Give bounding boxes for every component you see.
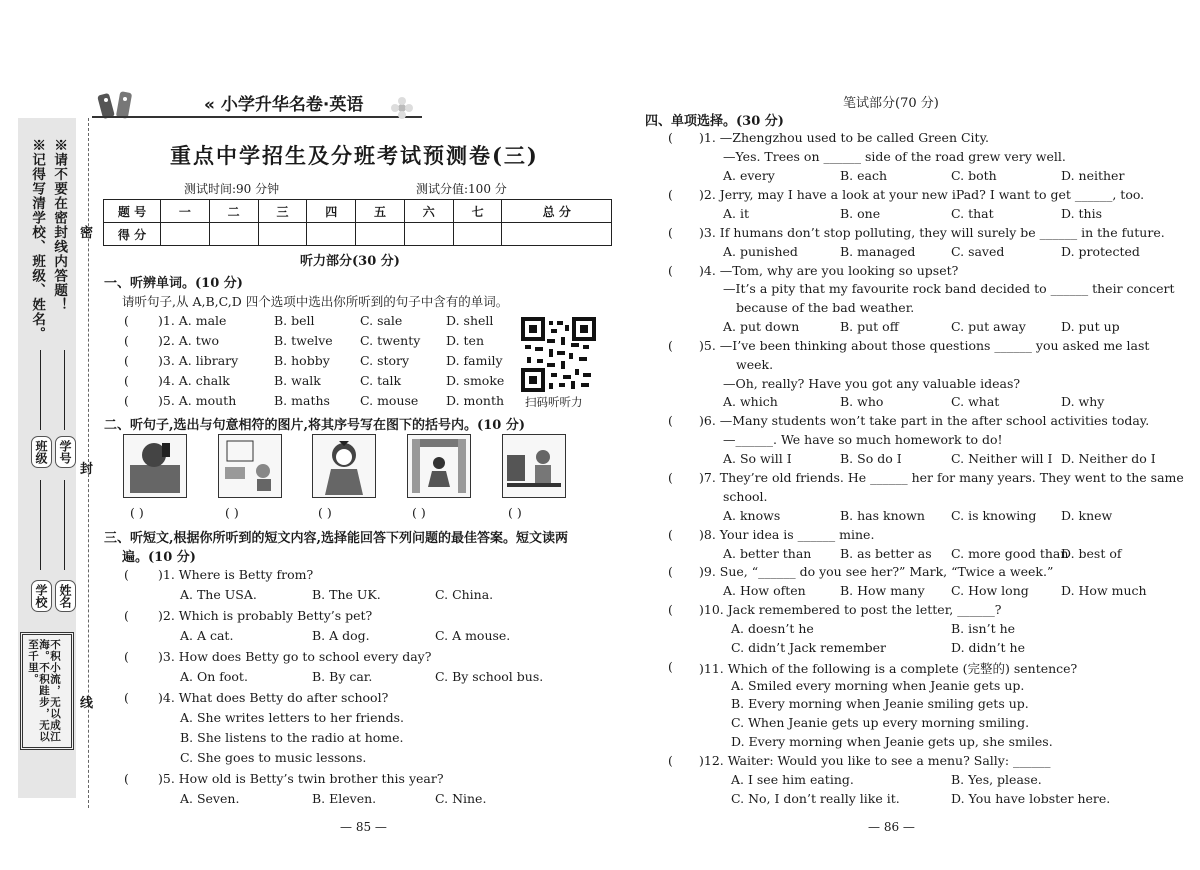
answer-bracket[interactable]: ( <box>668 225 673 240</box>
option-text: B. each <box>840 168 888 183</box>
answer-bracket[interactable]: ( <box>124 567 129 582</box>
page-number-right: — 86 — <box>868 820 915 834</box>
score-table-cell: 一 <box>161 200 210 223</box>
option-text: C. story <box>360 353 410 368</box>
series-title: « 小学升华名卷·英语 <box>200 90 367 115</box>
stage-icon <box>408 435 470 497</box>
answer-bracket[interactable]: ( <box>668 564 673 579</box>
question-text: —Oh, really? Have you got any valuable ideas? <box>723 376 1021 391</box>
listening-section-title: 听力部分(30 分) <box>300 254 400 269</box>
option-text: D. family <box>446 353 503 368</box>
computer-icon <box>503 435 565 497</box>
section-4-title: 四、单项选择。(30 分) <box>645 114 784 129</box>
field-line-4 <box>64 480 65 570</box>
answer-bracket[interactable]: ( <box>668 527 673 542</box>
answer-bracket[interactable]: ( <box>668 187 673 202</box>
question-text: )9. Sue, “______ do you see her?” Mark, “Twice a week.” <box>699 564 1054 579</box>
option-text: B. Every morning when Jeanie smiling gets up. <box>731 696 1029 711</box>
score-table-cell: 三 <box>258 200 307 223</box>
section-3-title: 三、听短文,根据你所听到的短文内容,选择能回答下列问题的最佳答案。短文读两 <box>104 531 569 546</box>
answer-bracket[interactable]: ( <box>668 470 673 485</box>
answer-bracket[interactable]: ( <box>668 338 673 353</box>
sidebar-note-2: ※记得写清学校、班级、姓名。 <box>29 138 46 341</box>
computer-picture <box>502 434 566 498</box>
option-text: A. She writes letters to her friends. <box>180 710 404 725</box>
flower-icon <box>388 96 416 120</box>
option-text: A. it <box>723 206 749 221</box>
question-text: )5. A. mouth <box>158 393 237 408</box>
score-input-cell[interactable] <box>404 223 453 246</box>
score-input-cell[interactable] <box>307 223 356 246</box>
answer-bracket[interactable]: ( <box>124 373 129 388</box>
crying-girl-icon <box>313 435 375 497</box>
option-text: A. The USA. <box>180 587 257 602</box>
answer-bracket[interactable]: ( <box>668 753 673 768</box>
question-text: —Yes. Trees on ______ side of the road grew very well. <box>723 149 1066 164</box>
option-text: D. Every morning when Jeanie gets up, she smiles. <box>731 734 1053 749</box>
question-text: )2. Jerry, may I have a look at your new iPad? I want to get ______, too. <box>699 187 1145 202</box>
option-text: D. didn’t he <box>951 640 1025 655</box>
sidebar-note-1: ※请不要在密封线内答题！ <box>51 138 68 312</box>
option-text: A. which <box>723 394 778 409</box>
score-table-cell: 二 <box>209 200 258 223</box>
field-line-2 <box>64 350 65 430</box>
question-text: )4. —Tom, why are you looking so upset? <box>699 263 959 278</box>
question-text: )5. —I’ve been thinking about those questions ______ you asked me last <box>699 338 1150 353</box>
option-text: A. Seven. <box>180 791 240 806</box>
tv-room-picture <box>218 434 282 498</box>
answer-bracket[interactable]: ( <box>124 393 129 408</box>
option-text: D. month <box>446 393 505 408</box>
question-text: )1. A. male <box>158 313 227 328</box>
answer-bracket[interactable]: ( <box>668 602 673 617</box>
answer-bracket[interactable]: ( <box>668 130 673 145</box>
name-field-label: 姓名 <box>55 580 76 612</box>
question-text: )8. Your idea is ______ mine. <box>699 527 875 542</box>
option-text: B. hobby <box>274 353 330 368</box>
option-text: A. punished <box>723 244 798 259</box>
option-text: B. maths <box>274 393 330 408</box>
option-text: B. managed <box>840 244 916 259</box>
option-text: A. better than <box>723 546 812 561</box>
option-text: D. You have lobster here. <box>951 791 1111 806</box>
option-text: C. She goes to music lessons. <box>180 750 367 765</box>
option-text: B. bell <box>274 313 315 328</box>
option-text: C. more good than <box>951 546 1069 561</box>
section-1-title: 一、听辨单词。(10 分) <box>104 276 243 291</box>
option-text: D. neither <box>1061 168 1125 183</box>
class-field-label: 班级 <box>31 436 52 468</box>
question-text: school. <box>723 489 768 504</box>
option-text: A. How often <box>723 583 806 598</box>
field-line-3 <box>40 480 41 570</box>
option-text: A. Smiled every morning when Jeanie gets up. <box>731 678 1025 693</box>
question-text: )12. Waiter: Would you like to see a menu? Sally: ______ <box>699 753 1051 768</box>
answer-bracket[interactable]: ( ) <box>508 505 522 520</box>
seal-char-feng: 封 <box>80 462 94 477</box>
option-text: A. every <box>723 168 775 183</box>
answer-bracket[interactable]: ( <box>124 313 129 328</box>
phone-call-picture <box>123 434 187 498</box>
option-text: D. ten <box>446 333 484 348</box>
tv-room-icon <box>219 435 281 497</box>
banner-rule <box>92 116 422 118</box>
score-table-cell: 七 <box>453 200 502 223</box>
question-text: )3. A. library <box>158 353 239 368</box>
option-text: B. has known <box>840 508 925 523</box>
answer-bracket[interactable]: ( <box>124 690 129 705</box>
option-text: C. twenty <box>360 333 421 348</box>
option-text: C. When Jeanie gets up every morning smiling. <box>731 715 1030 730</box>
student-id-field-label: 学号 <box>55 436 76 468</box>
option-text: B. Yes, please. <box>951 772 1042 787</box>
question-text: )1. —Zhengzhou used to be called Green City. <box>699 130 989 145</box>
option-text: C. China. <box>435 587 494 602</box>
option-text: C. talk <box>360 373 402 388</box>
option-text: D. knew <box>1061 508 1113 523</box>
answer-bracket[interactable]: ( <box>668 659 673 674</box>
answer-bracket[interactable]: ( <box>124 771 129 786</box>
answer-bracket[interactable]: ( <box>668 413 673 428</box>
option-text: D. why <box>1061 394 1105 409</box>
exam-total-score: 测试分值:100 分 <box>416 182 507 196</box>
option-text: D. put up <box>1061 319 1120 334</box>
option-text: C. what <box>951 394 1000 409</box>
question-text: )2. Which is probably Betty’s pet? <box>158 608 373 623</box>
question-text: )4. A. chalk <box>158 373 230 388</box>
score-table-cell: 题 号 <box>104 200 161 223</box>
option-text: B. isn’t he <box>951 621 1016 636</box>
question-text: )7. They’re old friends. He ______ her for many years. They went to the same <box>699 470 1184 485</box>
pencil-mascot-icon <box>92 88 152 126</box>
option-text: B. A dog. <box>312 628 370 643</box>
question-text: —______. We have so much homework to do! <box>723 432 1003 447</box>
answer-bracket[interactable]: ( <box>124 608 129 623</box>
score-input-cell[interactable] <box>161 223 210 246</box>
seal-char-xian: 线 <box>80 696 94 711</box>
answer-bracket[interactable]: ( <box>124 353 129 368</box>
answer-bracket[interactable]: ( <box>124 333 129 348</box>
option-text: B. By car. <box>312 669 373 684</box>
option-text: B. Eleven. <box>312 791 377 806</box>
option-text: D. this <box>1061 206 1103 221</box>
option-text: C. By school bus. <box>435 669 544 684</box>
question-text: because of the bad weather. <box>736 300 915 315</box>
option-text: C. saved <box>951 244 1005 259</box>
field-line-1 <box>40 350 41 430</box>
score-table-cell: 五 <box>356 200 405 223</box>
question-text: )3. How does Betty go to school every day? <box>158 649 432 664</box>
question-text: )11. Which of the following is a complete (完整的) sentence? <box>699 661 1078 676</box>
option-text: B. twelve <box>274 333 333 348</box>
option-text: D. best of <box>1061 546 1122 561</box>
seal-char-mi: 密 <box>80 226 94 241</box>
section-2-title: 二、听句子,选出与句意相符的图片,将其序号写在图下的括号内。(10 分) <box>104 418 525 433</box>
written-section-title: 笔试部分(70 分) <box>843 96 939 111</box>
option-text: B. walk <box>274 373 321 388</box>
option-text: A. doesn’t he <box>731 621 814 636</box>
answer-bracket[interactable]: ( <box>124 649 129 664</box>
section-1-instruction: 请听句子,从 A,B,C,D 四个选项中选出你所听到的句子中含有的单词。 <box>122 294 509 309</box>
school-field-label: 学校 <box>31 580 52 612</box>
option-text: D. How much <box>1061 583 1147 598</box>
score-input-cell[interactable] <box>209 223 258 246</box>
option-text: A. put down <box>723 319 800 334</box>
qr-code-icon <box>521 317 596 392</box>
option-text: D. Neither do I <box>1061 451 1156 466</box>
option-text: C. A mouse. <box>435 628 511 643</box>
option-text: A. On foot. <box>180 669 248 684</box>
option-text: C. that <box>951 206 994 221</box>
option-text: C. No, I don’t really like it. <box>731 791 900 806</box>
option-text: A. So will I <box>723 451 792 466</box>
question-text: )1. Where is Betty from? <box>158 567 314 582</box>
option-text: B. The UK. <box>312 587 381 602</box>
question-text: —It’s a pity that my favourite rock band decided to ______ their concert <box>723 281 1175 296</box>
motto-box <box>20 632 74 750</box>
option-text: B. So do I <box>840 451 902 466</box>
option-text: C. Neither will I <box>951 451 1053 466</box>
score-input-cell[interactable] <box>258 223 307 246</box>
answer-bracket[interactable]: ( ) <box>225 505 239 520</box>
answer-bracket[interactable]: ( <box>668 263 673 278</box>
score-table-header-row <box>104 200 612 223</box>
score-input-cell[interactable] <box>356 223 405 246</box>
option-text: B. put off <box>840 319 899 334</box>
crying-girl-picture <box>312 434 376 498</box>
qr-code[interactable] <box>521 317 596 392</box>
page-number-left: — 85 — <box>340 820 387 834</box>
answer-bracket[interactable]: ( ) <box>318 505 332 520</box>
section-3-title-cont: 遍。(10 分) <box>122 550 196 565</box>
question-text: )5. How old is Betty’s twin brother this year? <box>158 771 444 786</box>
option-text: D. smoke <box>446 373 505 388</box>
option-text: A. A cat. <box>180 628 234 643</box>
option-text: C. How long <box>951 583 1029 598</box>
motto-text: 不积小流，无以成江海。不积跬步，无以至千里。 <box>27 639 62 743</box>
score-table-cell: 得 分 <box>104 223 161 246</box>
question-text: )2. A. two <box>158 333 219 348</box>
option-text: C. sale <box>360 313 403 328</box>
option-text: C. put away <box>951 319 1026 334</box>
option-text: A. knows <box>723 508 781 523</box>
option-text: C. Nine. <box>435 791 487 806</box>
option-text: C. both <box>951 168 997 183</box>
option-text: C. is knowing <box>951 508 1037 523</box>
stage-picture <box>407 434 471 498</box>
exam-time: 测试时间:90 分钟 <box>184 182 280 196</box>
question-text: )6. —Many students won’t take part in the after school activities today. <box>699 413 1150 428</box>
answer-bracket[interactable]: ( ) <box>412 505 426 520</box>
answer-bracket[interactable]: ( ) <box>130 505 144 520</box>
question-text: )10. Jack remembered to post the letter, ______? <box>699 602 1002 617</box>
option-text: B. who <box>840 394 884 409</box>
question-text: week. <box>736 357 774 372</box>
option-text: B. as better as <box>840 546 932 561</box>
option-text: D. shell <box>446 313 494 328</box>
question-text: )4. What does Betty do after school? <box>158 690 389 705</box>
series-banner <box>92 88 422 126</box>
score-table-cell: 总 分 <box>502 200 612 223</box>
score-input-cell[interactable] <box>502 223 612 246</box>
phone-call-icon <box>124 435 186 497</box>
score-table-cell: 四 <box>307 200 356 223</box>
score-table-score-row <box>104 223 612 246</box>
option-text: C. didn’t Jack remember <box>731 640 886 655</box>
option-text: B. one <box>840 206 881 221</box>
score-input-cell[interactable] <box>453 223 502 246</box>
option-text: A. I see him eating. <box>731 772 854 787</box>
score-table-cell: 六 <box>404 200 453 223</box>
qr-caption: 扫码听听力 <box>525 395 583 409</box>
option-text: B. How many <box>840 583 925 598</box>
option-text: D. protected <box>1061 244 1140 259</box>
score-table <box>103 199 612 246</box>
option-text: B. She listens to the radio at home. <box>180 730 404 745</box>
exam-title: 重点中学招生及分班考试预测卷(三) <box>170 143 539 168</box>
question-text: )3. If humans don’t stop polluting, they will surely be ______ in the future. <box>699 225 1165 240</box>
option-text: C. mouse <box>360 393 419 408</box>
